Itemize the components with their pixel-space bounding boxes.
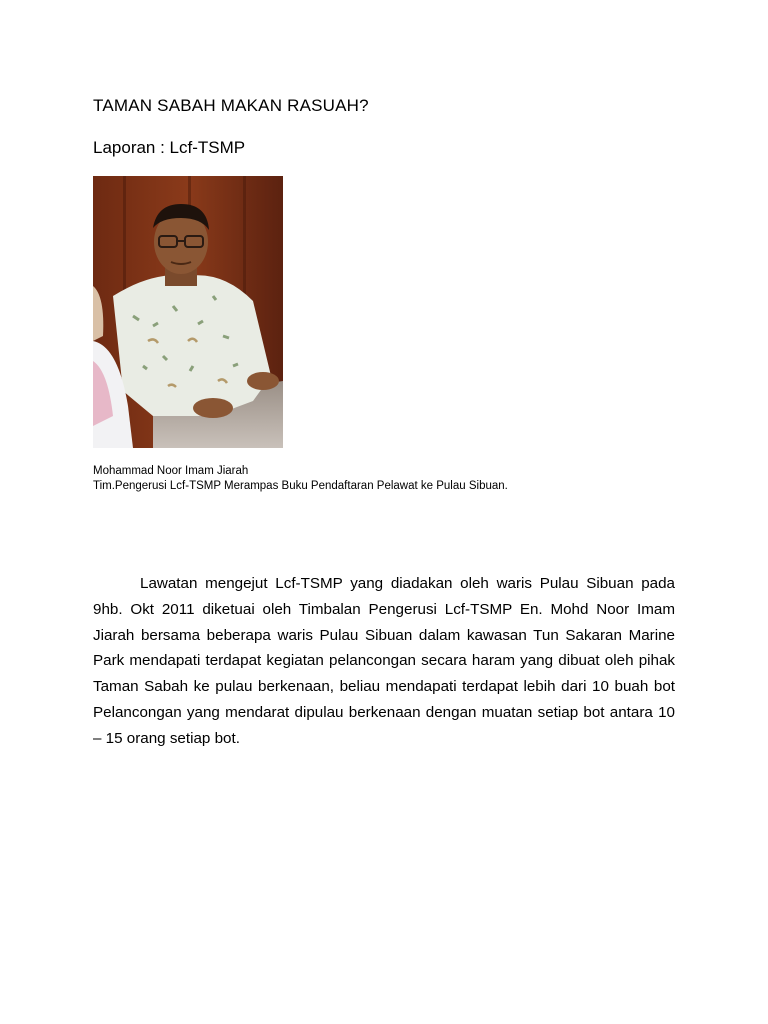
report-byline: Laporan : Lcf-TSMP [93, 138, 246, 157]
article-paragraph: Lawatan mengejut Lcf-TSMP yang diadakan oleh waris Pulau Sibuan pada 9hb. Okt 2011 diketuai oleh Timbalan Pengerusi Lcf-TSMP En. Mohd Noor Imam Jiarah bersama beberapa waris Pulau Sibuan dalam kawasan Tun Sakaran Marine Park mendapati terdapat kegiatan pelancongan secara haram yang dibuat oleh pihak Taman Sabah ke pulau berkenaan, beliau mendapati terdapat lebih dari 10 buah bot Pelancongan yang mendarat dipulau berkenaan dengan muatan setiap bot antara 10 – 15 orang setiap bot. [93, 575, 675, 747]
document-title: TAMAN SABAH MAKAN RASUAH? [93, 96, 369, 115]
caption-role: Tim.Pengerusi Lcf-TSMP Merampas Buku Pendaftaran Pelawat ke Pulau Sibuan. [93, 480, 508, 492]
photo-caption [93, 464, 508, 494]
caption-name: Mohammad Noor Imam Jiarah [93, 465, 249, 477]
portrait-photo [93, 176, 283, 448]
